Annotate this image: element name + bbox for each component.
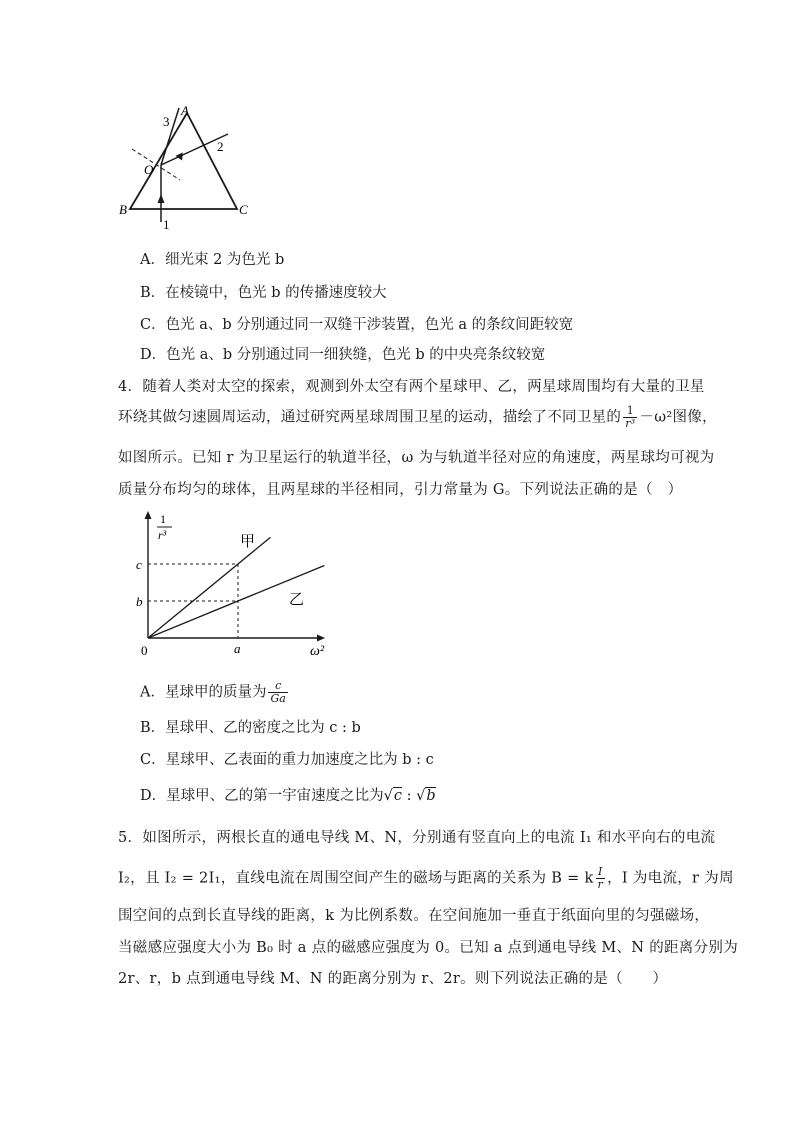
- q4-line-1: 4．随着人类对太空的探索，观测到外太空有两个星球甲、乙，两星球周围均有大量的卫星: [118, 379, 705, 395]
- x-axis-arrow: [317, 635, 325, 642]
- q5-line-1: 5．如图所示，两根长直的通电导线 M、N，分别通有竖直向上的电流 I₁ 和水平向右的电流: [118, 830, 716, 846]
- q5-line-2-post: ，I 为电流，r 为周: [607, 870, 734, 887]
- q4-option-d-sep: :: [402, 788, 417, 804]
- q3-option-a: A．细光束 2 为色光 b: [140, 252, 285, 268]
- q4-line-2: [118, 405, 717, 430]
- q4-frac-den: r³: [625, 417, 636, 430]
- origin-label: 0: [141, 643, 148, 658]
- series-line-1: [148, 537, 270, 638]
- x-tick-label-a: a: [234, 641, 241, 656]
- ray-3-label: 3: [163, 114, 170, 129]
- q4-line-4: 质量分布均匀的球体，且两星球的半径相同，引力常量为 G。下列说法正确的是（ ）: [118, 482, 683, 498]
- q4-option-a-den: Ga: [270, 692, 286, 705]
- q4-option-d-root-2: b: [426, 788, 436, 804]
- q4-option-a-fraction: [268, 680, 287, 705]
- q4-line-2-pre: 环绕其做匀速圆周运动，通过研究两星球周围卫星的运动，描绘了不同卫星的: [118, 409, 622, 426]
- prism-figure: [110, 100, 270, 232]
- q4-option-c: C．星球甲、乙表面的重力加速度之比为 b : c: [140, 752, 434, 768]
- series-label-1: 甲: [240, 534, 256, 550]
- y-tick-label-b: b: [136, 594, 143, 609]
- q4-option-d-text: D．星球甲、乙的第一宇宙速度之比为: [140, 788, 384, 804]
- q5-frac-num: I: [596, 866, 606, 879]
- q5-frac-den: r: [597, 878, 604, 891]
- y-axis-label-den: r³: [158, 528, 167, 542]
- ray-1-arrow: [158, 194, 165, 203]
- ray-2-label: 2: [217, 139, 224, 154]
- q4-inline-fraction: [623, 405, 637, 430]
- q4-frac-num: 1: [623, 405, 637, 418]
- q5-line-3: 围空间的点到长直导线的距离，k 为比例系数。在空间施加一垂直于纸面向里的匀强磁场，: [118, 908, 710, 924]
- q4-option-d: D．星球甲、乙的第一宇宙速度之比为√c : √b: [140, 788, 436, 804]
- y-axis-label-num: 1: [160, 512, 166, 526]
- q4-line-3: 如图所示。已知 r 为卫星运行的轨道半径，ω 为与轨道半径对应的角速度，两星球均可视为: [118, 450, 715, 466]
- ray-1-label: 1: [163, 217, 170, 232]
- prism-triangle: [130, 113, 237, 209]
- q5-line-2: [118, 866, 734, 891]
- q3-option-b: B．在棱镜中，色光 b 的传播速度较大: [140, 285, 387, 301]
- point-o-label: O: [144, 162, 154, 177]
- vertex-b-label: B: [119, 202, 127, 217]
- x-axis-label: ω²: [310, 644, 325, 658]
- q3-option-c: C．色光 a、b 分别通过同一双缝干涉装置，色光 a 的条纹间距较宽: [140, 317, 574, 333]
- q4-option-d-root-1: c: [393, 788, 402, 804]
- series-label-2: 乙: [289, 592, 305, 608]
- q4-option-b: B．星球甲、乙的密度之比为 c : b: [140, 720, 361, 736]
- q5-line-2-pre: I₂，且 I₂ = 2I₁，直线电流在周围空间产生的磁场与距离的关系为 B = k: [118, 870, 594, 887]
- y-tick-label-c: c: [136, 557, 142, 572]
- q3-option-d: D．色光 a、b 分别通过同一细狭缝，色光 b 的中央亮条纹较宽: [140, 347, 546, 363]
- vertex-c-label: C: [239, 202, 248, 217]
- q5-line-5: 2r、r，b 点到通电导线 M、N 的距离分别为 r、2r。则下列说法正确的是（ ）: [118, 971, 668, 987]
- vertex-a-label: A: [181, 103, 189, 118]
- q4-option-a-num: c: [268, 680, 287, 693]
- q4-graph: [130, 508, 340, 658]
- q5-line-4: 当磁感应强度大小为 B₀ 时 a 点的磁感应强度为 0。已知 a 点到通电导线 M、N 的距离分别为: [118, 940, 738, 956]
- q4-option-a-text: A．星球甲的质量为: [140, 684, 267, 701]
- q4-line-2-post: －ω²图像，: [639, 409, 717, 426]
- q5-inline-fraction: [596, 866, 606, 891]
- q4-option-a: [140, 680, 290, 705]
- normal-line: [132, 149, 180, 180]
- y-axis-arrow: [145, 511, 152, 519]
